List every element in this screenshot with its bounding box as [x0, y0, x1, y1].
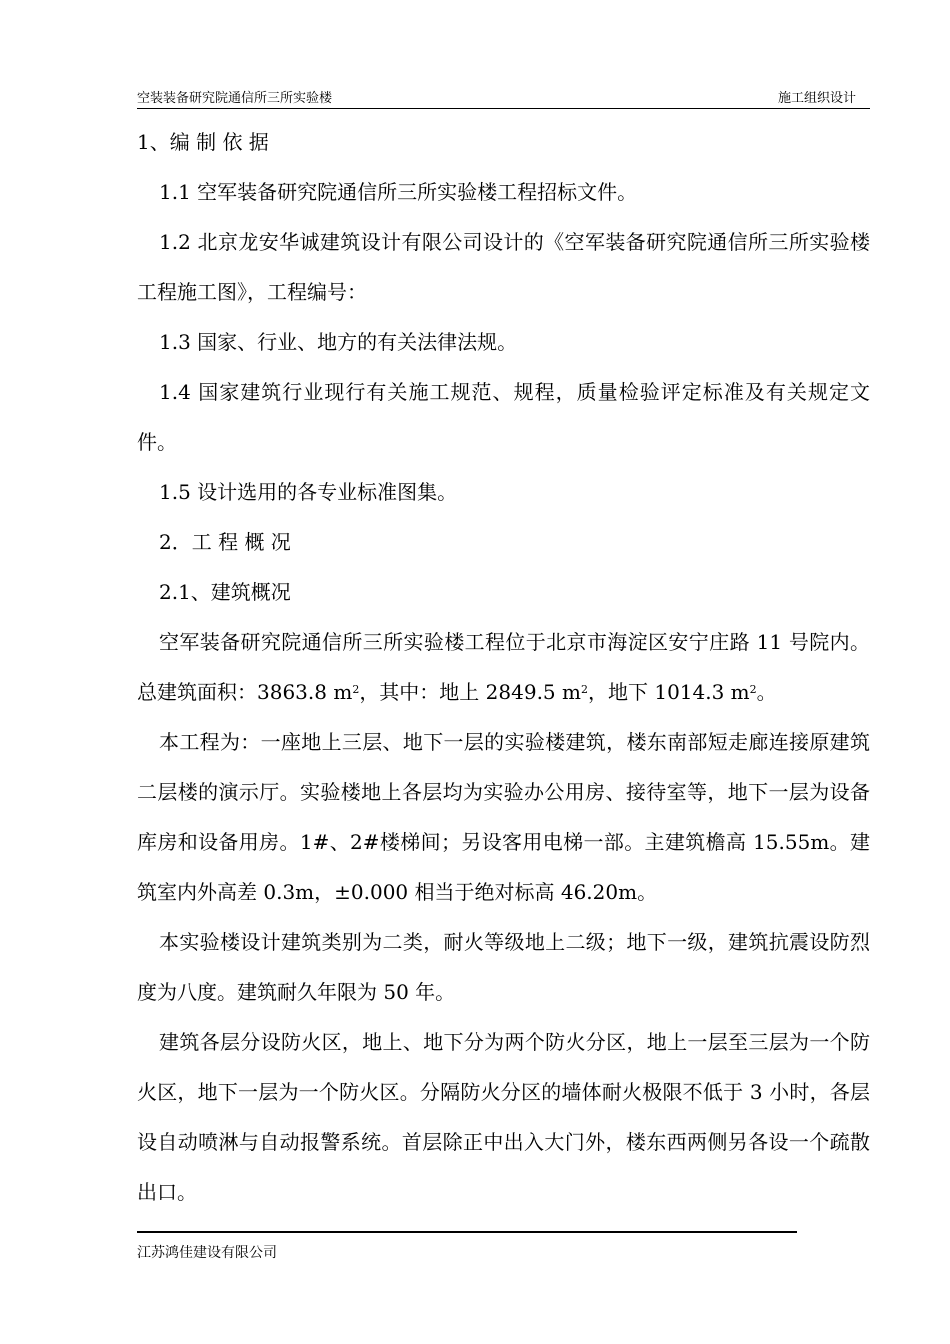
section-2-heading: 2．工 程 概 况 — [159, 530, 291, 554]
basis-item-1-2: 1.2 北京龙安华诚建筑设计有限公司设计的《空军装备研究院通信所三所实验楼工程施工图》，工程编号： — [137, 230, 870, 304]
overview-paragraph-fire-zones: 建筑各层分设防火区，地上、地下分为两个防火分区，地上一层至三层为一个防火区，地下一层为一个防火区。分隔防火分区的墙体耐火极限不低于 3 小时，各层设自动喷淋与自动报警系统。首层除正中出入大门外，楼东西两侧另各设一个疏散出口。 — [137, 1030, 870, 1204]
document-body — [137, 117, 870, 1217]
header-project-name: 空装装备研究院通信所三所实验楼 — [137, 91, 333, 106]
basis-item-1-3: 1.3 国家、行业、地方的有关法律法规。 — [159, 330, 518, 354]
overview-sentence-end: 。 — [756, 680, 777, 704]
area-unit-superscript: 2 — [352, 683, 360, 696]
overview-location-text: 空军装备研究院通信所三所实验楼工程位于北京市海淀区安宁庄路 11 号院内。总建筑面积：3863.8 m — [137, 630, 870, 704]
header-document-type: 施工组织设计 — [777, 91, 856, 106]
basis-item-1-4: 1.4 国家建筑行业现行有关施工规范、规程，质量检验评定标准及有关规定文件。 — [137, 380, 870, 454]
area-unit-superscript: 2 — [749, 683, 757, 696]
section-2-1-heading: 2.1、建筑概况 — [159, 580, 291, 604]
section-1-heading: 1、编 制 依 据 — [137, 130, 269, 154]
overview-below-ground-area: ，地下 1014.3 m — [587, 680, 750, 704]
overview-paragraph-classification: 本实验楼设计建筑类别为二类，耐火等级地上二级；地下一级，建筑抗震设防烈度为八度。建筑耐久年限为 50 年。 — [137, 930, 870, 1004]
basis-item-1-5: 1.5 设计选用的各专业标准图集。 — [159, 480, 458, 504]
overview-paragraph-location — [137, 617, 870, 717]
page-header — [137, 88, 870, 110]
basis-item-1-1: 1.1 空军装备研究院通信所三所实验楼工程招标文件。 — [159, 180, 638, 204]
footer-divider — [137, 1231, 797, 1233]
area-unit-superscript: 2 — [580, 683, 588, 696]
overview-above-ground-area: ，其中：地上 2849.5 m — [359, 680, 581, 704]
overview-paragraph-structure: 本工程为：一座地上三层、地下一层的实验楼建筑，楼东南部短走廊连接原建筑二层楼的演示厅。实验楼地上各层均为实验办公用房、接待室等，地下一层为设备库房和设备用房。1#、2#楼梯间；另设客用电梯一部。主建筑檐高 15.55m。建筑室内外高差 0.3m，±0.000 相当于绝对标高 46.20m。 — [137, 730, 870, 904]
header-divider — [137, 108, 870, 109]
footer-company-name: 江苏鸿佳建设有限公司 — [137, 1245, 277, 1261]
